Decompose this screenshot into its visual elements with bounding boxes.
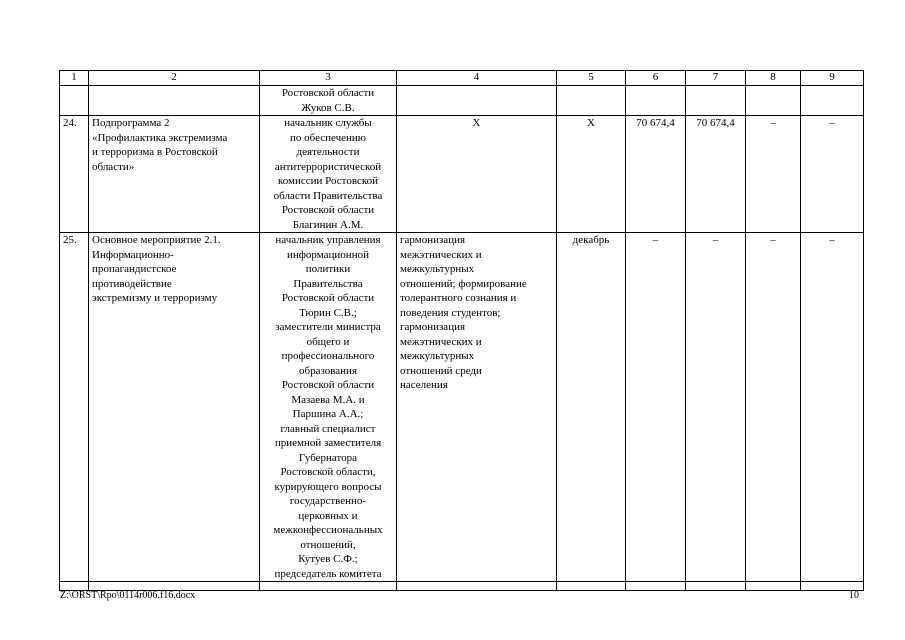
result-cell: гармонизация межэтнических и межкультурных отношений; формирование толерантного сознания и поведения студентов; гармонизация межэтнических и межкультурных отношений среди населения: [397, 233, 557, 582]
value-cell-8: –: [746, 116, 801, 233]
row-number: 25.: [60, 233, 89, 582]
table-cell: [686, 86, 746, 116]
table-cell: [260, 582, 397, 591]
deadline-cell: декабрь: [557, 233, 626, 582]
table-cell: [801, 86, 864, 116]
header-cell: 1: [60, 71, 89, 86]
table-cell: [746, 86, 801, 116]
value-cell-8: –: [746, 233, 801, 582]
page-number: 10: [849, 590, 859, 601]
table-cell: [557, 86, 626, 116]
responsible-cell: Ростовской области Жуков С.В.: [260, 86, 397, 116]
header-cell: 9: [801, 71, 864, 86]
event-name-cell: Основное мероприятие 2.1. Информационно- пропагандистское противодействие экстремизму и терроризму: [89, 233, 260, 582]
responsible-cell: начальник службы по обеспечению деятельности антитеррористической комиссии Ростовской области Правительства Ростовской области Благинин А.М.: [260, 116, 397, 233]
table-cell: [557, 582, 626, 591]
document-table: [59, 70, 864, 591]
table-cell: [397, 582, 557, 591]
footer-file-path: Z:\ORST\Rpo\0114r006.f16.docx: [60, 590, 196, 601]
header-cell: 4: [397, 71, 557, 86]
table-header-row: [60, 71, 864, 86]
header-cell: 2: [89, 71, 260, 86]
header-cell: 8: [746, 71, 801, 86]
header-cell: 3: [260, 71, 397, 86]
table-cell: [686, 582, 746, 591]
header-cell: 5: [557, 71, 626, 86]
value-cell-6: –: [626, 233, 686, 582]
table-cell: [89, 86, 260, 116]
table-cell: [626, 582, 686, 591]
responsible-cell: начальник управления информационной политики Правительства Ростовской области Тюрин С.В.; заместители министра общего и профессионального образования Ростовской области Мазаева М.А. и Паршина А.А.; главный специалист приемной заместителя Губернатора Ростовской области, курирующего вопросы государственно- церковных и межконфессиональных отношений, Кутуев С.Ф.; председатель комитета: [260, 233, 397, 582]
table-cell: [746, 582, 801, 591]
table-row-continuation: [60, 86, 864, 116]
table-cell: [626, 86, 686, 116]
value-cell-9: –: [801, 116, 864, 233]
row-number: 24.: [60, 116, 89, 233]
table-row: [60, 233, 864, 582]
value-cell-7: –: [686, 233, 746, 582]
header-cell: 6: [626, 71, 686, 86]
event-name-cell: Подпрограмма 2 «Профилактика экстремизма и терроризма в Ростовской области»: [89, 116, 260, 233]
value-cell-7: 70 674,4: [686, 116, 746, 233]
value-cell-9: –: [801, 233, 864, 582]
table-cell: [60, 86, 89, 116]
deadline-cell: Х: [557, 116, 626, 233]
result-cell: Х: [397, 116, 557, 233]
value-cell-6: 70 674,4: [626, 116, 686, 233]
header-cell: 7: [686, 71, 746, 86]
table-cell: [397, 86, 557, 116]
table-row: [60, 116, 864, 233]
